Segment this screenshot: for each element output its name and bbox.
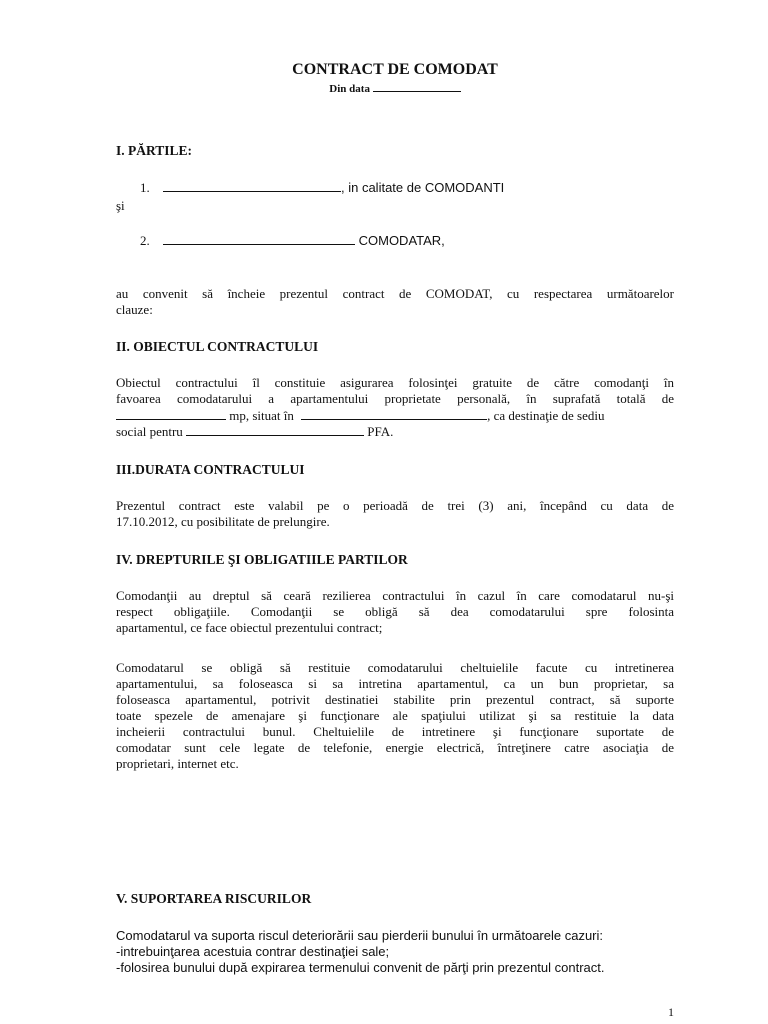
area-unit-text: mp, situat în	[229, 408, 294, 423]
durata-paragraph	[116, 498, 674, 530]
agreement-line: clauze:	[116, 302, 153, 317]
document-title: CONTRACT DE COMODAT	[292, 61, 498, 78]
drepturi-paragraph-1	[116, 588, 674, 636]
party-2-blank	[163, 232, 355, 245]
drepturi-line: apartamentul, ce face obiectul prezentului contract;	[116, 620, 383, 635]
obiect-line: favoarea comodatarului a apartamentului proprietate personală, în suprafată totală de	[116, 391, 674, 406]
section-heading-durata: III.DURATA CONTRACTULUI	[116, 462, 305, 477]
date-blank	[373, 80, 461, 92]
riscuri-line: Comodatarul va suporta riscul deteriorării sau pierderii bunului în următoarele cazuri:	[116, 928, 604, 943]
riscuri-line: -intrebuinţarea acestuia contrar destinaţiei sale;	[116, 944, 390, 959]
party-2-role: COMODATAR,	[355, 233, 445, 248]
parties-agreement-paragraph	[116, 286, 674, 318]
drepturi-line: Comodanţii au dreptul să ceară rezilierea contractului în cazul în care comodatarul nu-şi	[116, 588, 674, 603]
destination-text: , ca destinaţie de sediu	[487, 408, 605, 423]
party-2-number: 2.	[140, 233, 150, 248]
drepturi-line: Comodatarul se obligă să restituie comodatarului cheltuielile facute cu intretinerea	[116, 660, 674, 675]
drepturi-paragraph-2	[116, 660, 674, 772]
durata-line: Prezentul contract este valabil pe o perioadă de trei (3) ani, începând cu data de	[116, 498, 674, 513]
drepturi-line: foloseasca apartamentul, potrivit destinatiei stabilite prin prezentul contract, să suporte	[116, 692, 674, 707]
section-heading-drepturi: IV. DREPTURILE ŞI OBLIGATIILE PARTILOR	[116, 552, 408, 567]
pfa-text: PFA.	[367, 424, 394, 439]
party-conjunction: şi	[116, 198, 125, 213]
obiect-line: Obiectul contractului îl constituie asigurarea folosinţei gratuite de către comodanţi în	[116, 375, 674, 390]
drepturi-line: respect obligaţiile. Comodanţii se obligă să dea comodatarului spre folosinta	[116, 604, 674, 619]
pfa-name-blank	[186, 423, 364, 436]
drepturi-line: toate spezele de amenajare şi funcţionare ale spaţiului utilizat şi sa restituie la data	[116, 708, 674, 723]
riscuri-line: -folosirea bunului după expirarea termenului convenit de părţi prin prezentul contract.	[116, 960, 605, 975]
obiect-line	[116, 423, 674, 439]
section-heading-riscuri: V. SUPORTAREA RISCURILOR	[116, 891, 312, 906]
durata-line: 17.10.2012, cu posibilitate de prelungire.	[116, 514, 330, 529]
riscuri-paragraph	[116, 928, 674, 976]
obiect-paragraph	[116, 375, 674, 439]
drepturi-line: comodatar sunt cele legate de telefonie, energie electrică, întreţinere catre asociaţia de	[116, 740, 674, 755]
drepturi-line: proprietari, internet etc.	[116, 756, 239, 771]
date-label: Din data	[329, 83, 370, 95]
address-blank	[301, 407, 487, 420]
section-heading-obiect: II. OBIECTUL CONTRACTULUI	[116, 339, 319, 354]
date-line	[116, 80, 674, 96]
obiect-line	[116, 407, 674, 423]
area-blank	[116, 407, 226, 420]
section-heading-parti: I. PĂRTILE:	[116, 143, 193, 158]
social-purpose-text: social pentru	[116, 424, 183, 439]
party-2-line	[140, 232, 445, 249]
drepturi-line: incheierii contractului bunul. Cheltuielile de intretinere şi funcţionare suportate de	[116, 724, 674, 739]
party-1-role: , in calitate de COMODANTI	[341, 180, 505, 195]
party-1-number: 1.	[140, 180, 150, 195]
agreement-line: au convenit să încheie prezentul contract de COMODAT, cu respectarea următoarelor	[116, 286, 674, 301]
party-1-blank	[163, 179, 341, 192]
drepturi-line: apartamentului, sa foloseasca si sa intretina apartamentul, ca un bun proprietar, sa	[116, 676, 674, 691]
party-1-line	[140, 179, 504, 196]
page-number: 1	[668, 1005, 674, 1019]
